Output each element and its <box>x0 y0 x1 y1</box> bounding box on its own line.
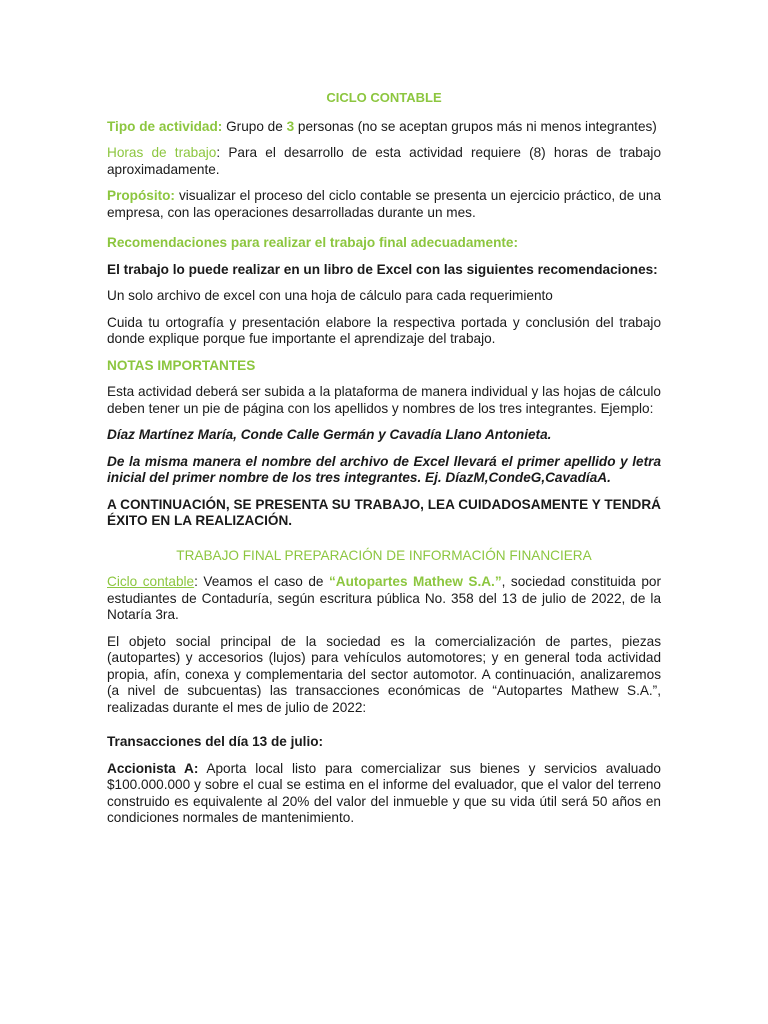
tipo-actividad-label: Tipo de actividad: <box>107 118 223 134</box>
accionista-paragraph <box>107 761 661 827</box>
transacciones-heading: Transacciones del día 13 de julio: <box>107 734 324 749</box>
ejemplo-archivo: De la misma manera el nombre del archivo de Excel llevará el primer apellido y letra inicial del primer nombre de los tres integrantes. Ej. DíazM,CondeG,CavadíaA. <box>107 453 661 485</box>
document-title: CICLO CONTABLE <box>326 90 442 105</box>
recomendaciones-heading: Recomendaciones para realizar el trabajo final adecuadamente: <box>107 235 518 250</box>
proposito-paragraph <box>107 188 661 221</box>
accionista-label: Accionista A: <box>107 760 199 776</box>
recomendacion-1: Un solo archivo de excel con una hoja de cálculo para cada requerimiento <box>107 288 553 303</box>
horas-trabajo-paragraph <box>107 145 661 178</box>
recomendacion-2: Cuida tu ortografía y presentación elabore la respectiva portada y conclusión del trabajo donde explique porque fue importante el aprendizaje del trabajo. <box>107 314 661 346</box>
objeto-social-paragraph: El objeto social principal de la sociedad es la comercialización de partes, piezas (autopartes) y accesorios (lujos) para vehículos automotores; y en general toda actividad propia, afín, conexa y complementaria del sector automotor. A continuación, analizaremos (a nivel de subcuentas) las transacciones económicas de “Autopartes Mathew S.A.”, realizadas durante el mes de julio de 2022: <box>107 633 661 715</box>
continuacion-notice: A CONTINUACIÓN, SE PRESENTA SU TRABAJO, LEA CUIDADOSAMENTE Y TENDRÁ ÉXITO EN LA REALIZACIÓN. <box>107 496 661 528</box>
proposito-text: visualizar el proceso del ciclo contable se presenta un ejercicio práctico, de una empresa, con las operaciones desarrolladas durante un mes. <box>107 188 661 220</box>
ciclo-contable-post: , sociedad constituida por estudiantes de Contaduría, según escritura pública No. 358 del 13 de julio de 2022, de la Notaría 3ra. <box>107 574 661 622</box>
accionista-text: Aporta local listo para comercializar sus bienes y servicios avaluado $100.000.000 y sobre el cual se estima en el informe del evaluador, que el valor del terreno construido es equivalente al 20% del valor del inmueble y que su vida útil será 50 años en condiciones normales de mantenimiento. <box>107 760 661 825</box>
horas-trabajo-label: Horas de trabajo <box>107 145 217 160</box>
trabajo-final-heading: TRABAJO FINAL PREPARACIÓN DE INFORMACIÓN FINANCIERA <box>176 547 592 563</box>
ciclo-contable-paragraph <box>107 574 661 624</box>
horas-trabajo-text: : Para el desarrollo de esta actividad requiere (8) horas de trabajo aproximadamente. <box>107 145 662 177</box>
recomendacion-intro: El trabajo lo puede realizar en un libro de Excel con las siguientes recomendaciones: <box>107 261 658 277</box>
proposito-label: Propósito: <box>107 188 175 203</box>
tipo-actividad-post: personas (no se aceptan grupos más ni menos integrantes) <box>294 118 657 134</box>
ciclo-contable-pre: : Veamos el caso de <box>194 574 329 589</box>
tipo-actividad-pre: Grupo de <box>222 118 287 134</box>
tipo-actividad-paragraph <box>107 119 661 136</box>
notas-text: Esta actividad deberá ser subida a la plataforma de manera individual y las hojas de cálculo deben tener un pie de página con los apellidos y nombres de los tres integrantes. Ejemplo: <box>107 384 661 416</box>
tipo-actividad-number: 3 <box>286 118 295 134</box>
ejemplo-nombres: Díaz Martínez María, Conde Calle Germán y Cavadía Llano Antonieta. <box>107 427 552 442</box>
company-name: “Autopartes Mathew S.A.” <box>328 574 502 589</box>
notas-heading: NOTAS IMPORTANTES <box>107 357 256 373</box>
ciclo-contable-label: Ciclo contable <box>107 574 195 589</box>
